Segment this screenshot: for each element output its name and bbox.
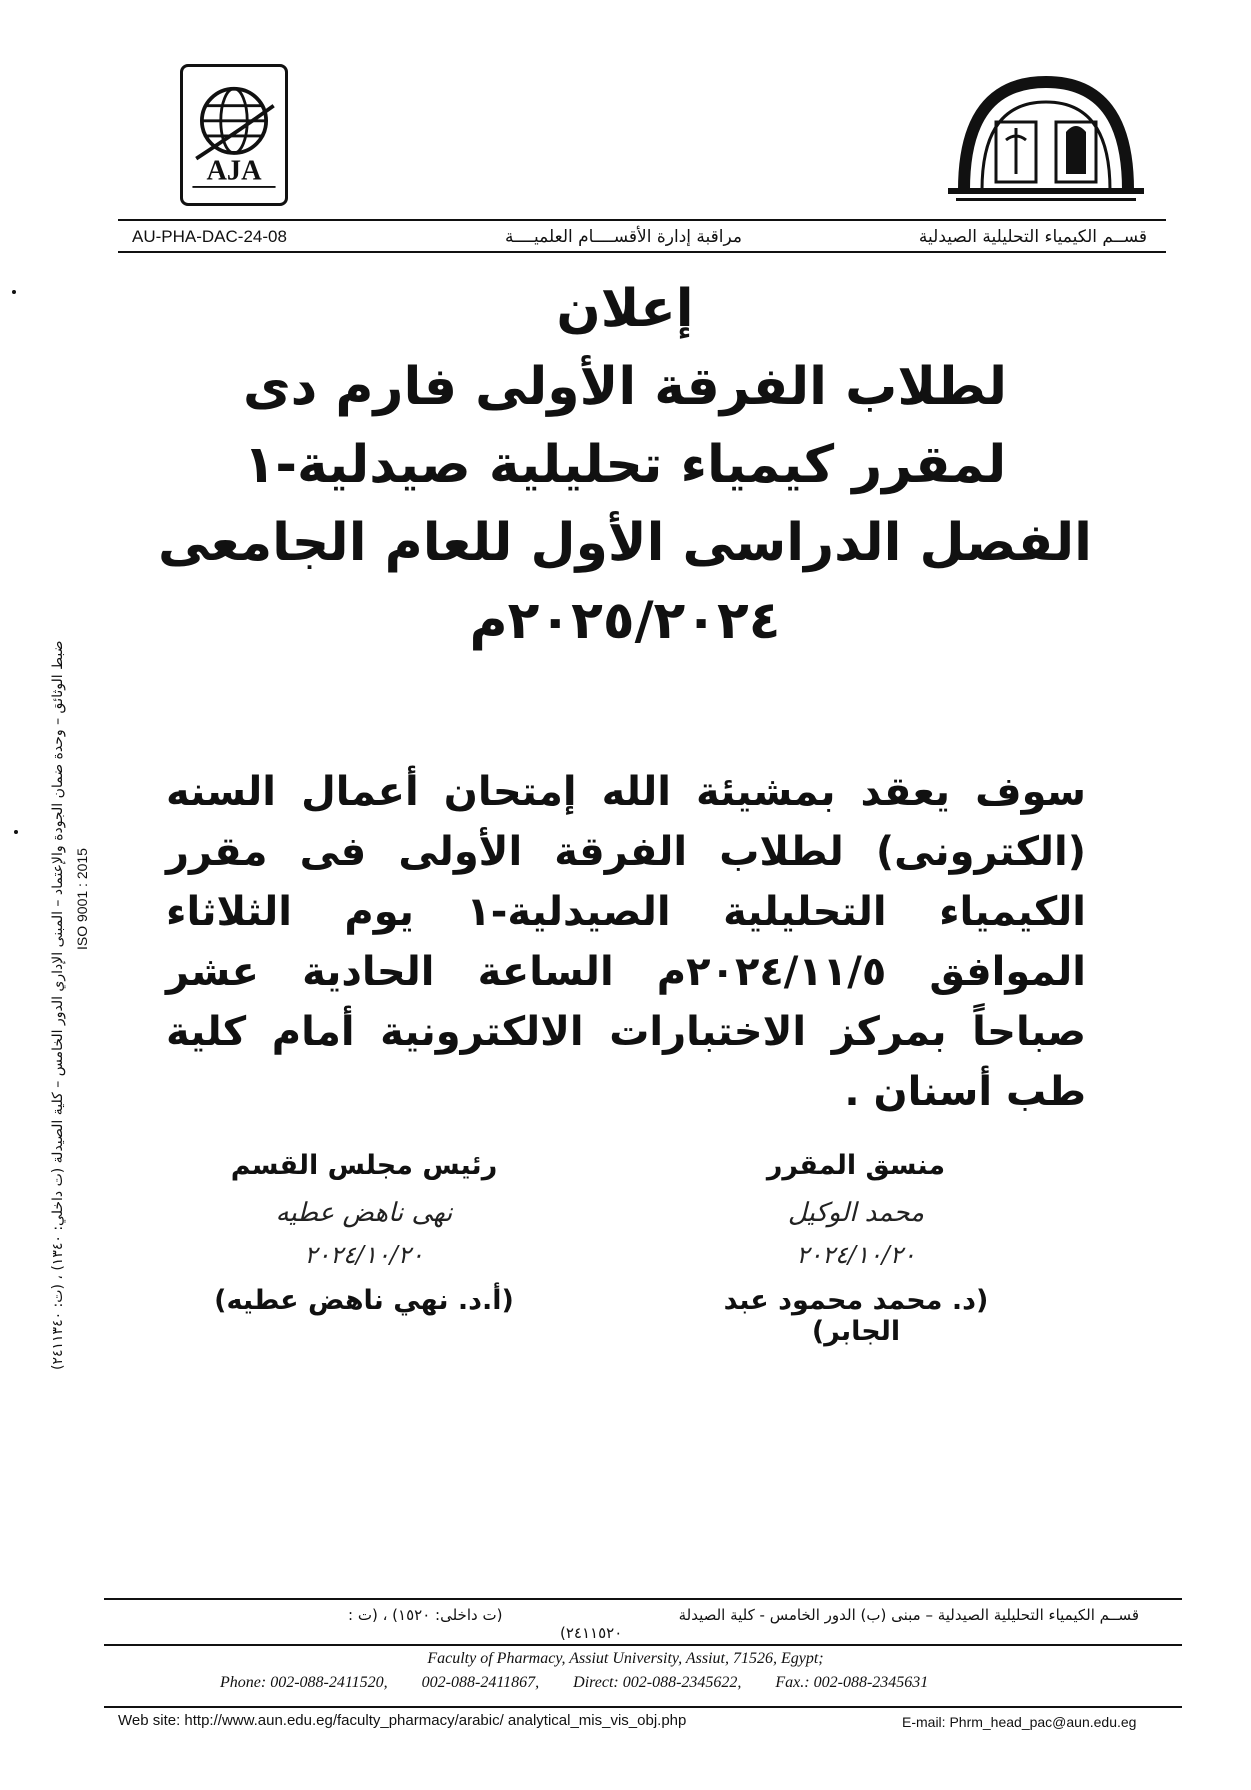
signature-role: منسق المقرر xyxy=(766,1150,946,1181)
handwritten-signature: محمد الوكيل xyxy=(787,1198,925,1228)
signature-name: (د. محمد محمود عبد الجابر) xyxy=(723,1285,989,1347)
footer-department-address: قســم الكيمياء التحليلية الصيدلية – مبنى (ب) الدور الخامس - كلية الصيدلة xyxy=(678,1606,1139,1624)
scan-dot xyxy=(12,290,16,294)
handwritten-signature: نهى ناهض عطيه xyxy=(275,1198,453,1228)
aja-logo xyxy=(180,64,288,206)
signature-role: رئيس مجلس القسم xyxy=(230,1150,498,1181)
signature-date: ٢٠٢٤/١٠/٢٠ xyxy=(796,1241,916,1269)
signature-course-coordinator xyxy=(676,1150,1036,1347)
footer-phone: Phone: 002-088-2411520, xyxy=(220,1674,388,1691)
side-iso-text: ISO 9001 : 2015 xyxy=(74,848,90,950)
signature-date: ٢٠٢٤/١٠/٢٠ xyxy=(304,1241,424,1269)
footer-rule xyxy=(104,1644,1182,1646)
footer-rule xyxy=(104,1598,1182,1600)
footer-phones xyxy=(220,1674,958,1692)
header-department: قســم الكيمياء التحليلية الصيدلية xyxy=(918,227,1147,247)
side-vertical-text: ضبط الوثائق – وحدة ضمان الجودة والإعتماد – المبنى الإداري الدور الخامس – كلية الصيدلة (ت داخلي: ١٣٤٠) ، (ت: ٢٤١١٣٤٠) xyxy=(50,640,66,1370)
title-line-5: ٢٠٢٥/٢٠٢٤م xyxy=(469,591,781,651)
footer-direct: Direct: 002-088-2345622, xyxy=(573,1674,742,1691)
header-center-text: مراقبة إدارة الأقســــام العلميــــة xyxy=(505,227,742,247)
title-line-3: لمقرر كيمياء تحليلية صيدلية-١ xyxy=(243,435,1007,495)
signature-head-of-council xyxy=(184,1150,544,1316)
footer-email[interactable]: E-mail: Phrm_head_pac@aun.edu.eg xyxy=(902,1714,1137,1730)
signature-name: (أ.د. نهي ناهض عطيه) xyxy=(214,1285,514,1316)
header-rule-bottom xyxy=(118,251,1166,253)
title-line-4: الفصل الدراسى الأول للعام الجامعى xyxy=(158,513,1092,573)
footer-rule xyxy=(104,1706,1182,1708)
scan-dot xyxy=(14,830,18,834)
footer-phone-2: 002-088-2411867, xyxy=(421,1674,540,1691)
document-code: AU-PHA-DAC-24-08 xyxy=(132,227,287,246)
header-rule-top xyxy=(118,219,1166,221)
footer-faculty-address: Faculty of Pharmacy, Assiut University, Assiut, 71526, Egypt; xyxy=(427,1650,824,1667)
announcement-body: سوف يعقد بمشيئة الله إمتحان أعمال السنه (الكترونى) لطلاب الفرقة الأولى فى مقرر الكيمياء التحليلية الصيدلية-١ يوم الثلاثاء الموافق ٢٠٢٤/١١/٥م الساعة الحادية عشر صباحاً بمركز الاختبارات الالكترونية أمام كلية طب أسنان . xyxy=(166,769,1087,1115)
announcement-title xyxy=(150,270,1100,660)
aja-logo-text: AJA xyxy=(206,155,262,187)
globe-icon xyxy=(183,67,285,203)
footer-extension: (ت داخلى: ١٥٢٠) ، (ت : xyxy=(348,1606,503,1624)
footer-website[interactable]: Web site: http://www.aun.edu.eg/faculty_pharmacy/arabic/ analytical_mis_vis_obj.php xyxy=(118,1712,687,1729)
title-line-2: لطلاب الفرقة الأولى فارم دى xyxy=(242,357,1007,417)
title-line-1: إعلان xyxy=(556,279,694,339)
footer-number: ٢٤١١٥٢٠) xyxy=(560,1624,623,1642)
university-seal-logo xyxy=(944,70,1148,206)
footer-fax: Fax.: 002-088-2345631 xyxy=(775,1674,929,1691)
